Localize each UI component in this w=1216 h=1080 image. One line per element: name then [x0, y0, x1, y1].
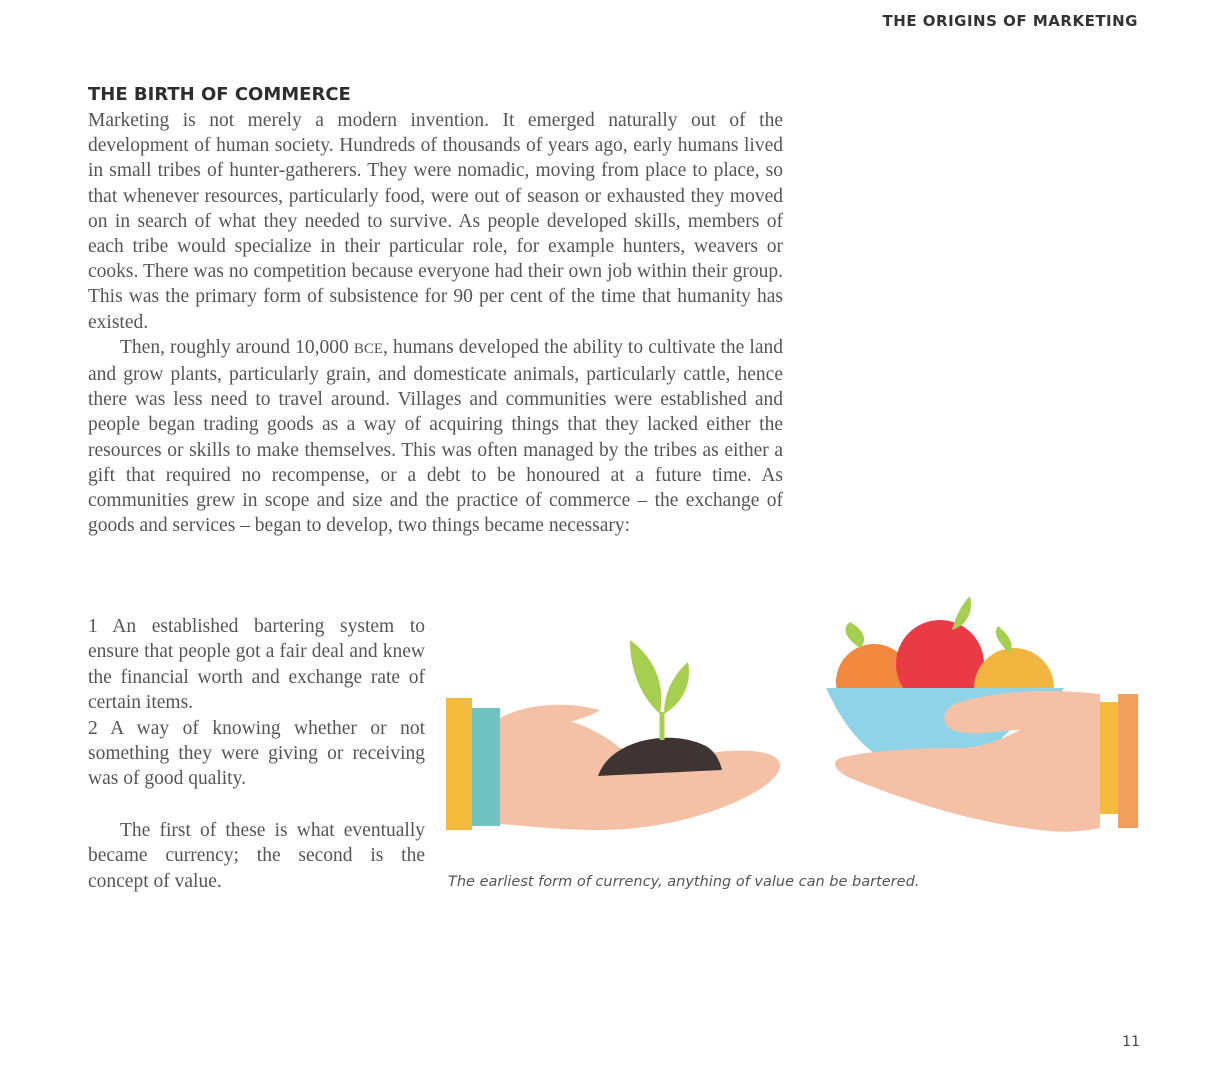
right-cuff-orange	[1118, 694, 1138, 828]
soil-mound	[598, 738, 722, 776]
running-head: THE ORIGINS OF MARKETING	[882, 12, 1138, 30]
apple-leaf	[952, 596, 971, 630]
right-cuff-yellow	[1100, 702, 1118, 814]
left-cuff-yellow	[446, 698, 472, 830]
right-hand-with-fruit-bowl	[826, 596, 1138, 832]
era-abbreviation: BCE	[353, 340, 384, 357]
list-item-2: 2 A way of knowing whether or not something they were giving or receiving was of good quality.	[88, 717, 425, 790]
paragraph-2	[88, 335, 783, 539]
body-text	[88, 108, 783, 538]
bartering-illustration	[440, 590, 1150, 840]
left-cuff-teal	[472, 708, 500, 826]
left-hand-with-seedling	[446, 640, 780, 830]
figure-caption: The earliest form of currency, anything of value can be bartered.	[448, 874, 920, 890]
paragraph-2-rest: , humans developed the ability to cultivate the land and grow plants, particularly grain, and domesticate animals, particularly cattle, hence there was less need to travel around. Villages and communities were established and people began trading goods as a way of acquiring things that they lacked either the resources or skills to make themselves. This was often managed by the tribes as either a gift that required no recompense, or a debt to be honoured at a future time. As communities grew in scope and size and the practice of commerce – the exchange of goods and services – began to develop, two things became necessary:	[88, 336, 783, 537]
paragraph-1: Marketing is not merely a modern invention. It emerged naturally out of the development of human society. Hundreds of thousands of years ago, early humans lived in small tribes of hunter-gatherers. They were nomadic, moving from place to place, so that whenever resources, particularly food, were out of season or exhausted they moved on in search of what they needed to survive. As people developed skills, members of each tribe would specialize in their particular role, for example hunters, weavers or cooks. There was no competition because everyone had their own job within their group. This was the primary form of subsistence for 90 per cent of the time that humanity has existed.	[88, 110, 783, 333]
section-heading: THE BIRTH OF COMMERCE	[88, 84, 351, 105]
page-number: 11	[1122, 1034, 1140, 1050]
closing-paragraph: The first of these is what eventually became currency; the second is the concept of value.	[88, 819, 425, 892]
list-item-1: 1 An established bartering system to ensure that people got a fair deal and knew the financial worth and exchange rate of certain items.	[88, 616, 425, 714]
orange-leaf	[845, 622, 864, 648]
paragraph-2-start: Then, roughly around 10,000	[120, 336, 354, 358]
seedling-leaf-left	[630, 640, 661, 714]
numbered-list	[88, 614, 425, 894]
seedling-leaf-right	[664, 662, 689, 714]
